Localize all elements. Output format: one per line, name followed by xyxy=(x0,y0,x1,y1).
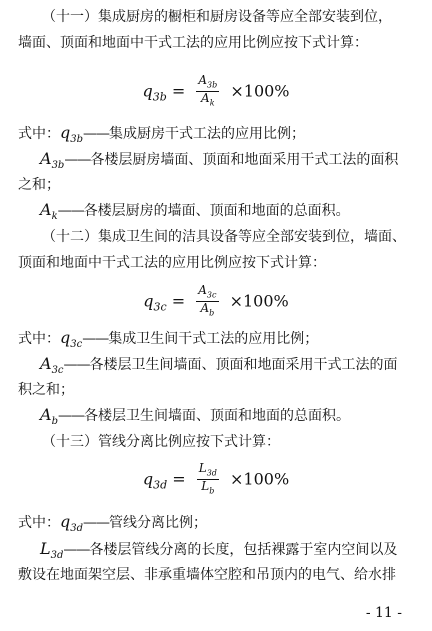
definition-a3c xyxy=(40,355,398,380)
fraction-denominator: L xyxy=(201,479,210,494)
def-symbol: A xyxy=(40,354,52,373)
section-12-heading-line2: 顶面和地面中干式工法的应用比例应按下式计算： xyxy=(18,255,326,271)
fraction-numerator: A xyxy=(198,283,207,297)
fraction-denominator: A xyxy=(200,301,210,316)
def-symbol: q xyxy=(60,328,71,347)
fraction-denominator-sub: b xyxy=(209,308,215,318)
fraction-denominator-sub: b xyxy=(209,486,215,496)
def-symbol: A xyxy=(40,149,52,168)
def-symbol-sub: 3b xyxy=(70,134,84,146)
def-text: 各楼层厨房的墙面、顶面和地面的总面积。 xyxy=(83,203,350,219)
formula-percent: ×100% xyxy=(229,291,289,311)
formula-equals: = xyxy=(171,81,186,101)
def-text: 管线分离比例； xyxy=(109,515,208,531)
formula-lhs: q xyxy=(143,291,154,311)
def-symbol-sub: 3b xyxy=(51,160,65,172)
definition-a3c-continued: 积之和； xyxy=(18,382,74,398)
definition-q3c xyxy=(18,329,318,354)
fraction-numerator: L xyxy=(198,461,207,475)
definition-a3b-continued: 之和； xyxy=(18,177,60,193)
fraction-denominator-sub: k xyxy=(209,98,215,108)
def-text: 集成卫生间干式工法的应用比例； xyxy=(108,331,319,347)
def-dash: —— xyxy=(57,408,84,424)
def-symbol: A xyxy=(40,200,52,219)
def-text: 各楼层管线分离的长度，包括裸露于室内空间以及 xyxy=(89,542,398,558)
def-symbol-sub: b xyxy=(51,416,58,428)
fraction-denominator: A xyxy=(201,91,210,106)
formula-fraction xyxy=(196,74,219,110)
def-dash: —— xyxy=(57,203,84,219)
where-label: 式中： xyxy=(18,515,60,531)
fraction-numerator-sub: 3c xyxy=(206,290,217,300)
fraction-numerator-sub: 3b xyxy=(207,80,218,90)
def-symbol-sub: 3d xyxy=(50,550,64,562)
def-symbol: q xyxy=(60,123,71,142)
where-label: 式中： xyxy=(18,331,60,347)
definition-q3d xyxy=(18,513,207,538)
formula-percent: ×100% xyxy=(230,469,290,489)
def-dash: —— xyxy=(82,331,109,347)
formula-fraction xyxy=(197,462,219,498)
formula-lhs-sub: 3b xyxy=(152,90,167,104)
definition-q3b xyxy=(18,124,305,149)
formula-q3b xyxy=(0,74,432,110)
def-text: 各楼层厨房墙面、顶面和地面采用干式工法的面积 xyxy=(90,152,399,168)
formula-lhs: q xyxy=(142,469,154,489)
def-symbol-sub: 3c xyxy=(70,339,83,351)
definition-a3b xyxy=(40,150,398,175)
formula-lhs-sub: 3d xyxy=(153,478,168,492)
def-symbol: L xyxy=(40,539,51,558)
def-dash: —— xyxy=(83,515,110,531)
def-symbol: q xyxy=(60,512,71,531)
def-dash: —— xyxy=(83,126,110,142)
formula-q3c xyxy=(0,284,432,320)
page-number: - 11 - xyxy=(365,605,402,621)
definition-l3d xyxy=(40,540,397,565)
definition-ak xyxy=(40,201,350,226)
def-dash: —— xyxy=(64,152,91,168)
formula-lhs: q xyxy=(142,81,153,101)
def-dash: —— xyxy=(63,542,90,558)
def-symbol-sub: k xyxy=(51,211,58,223)
section-11-heading-line1: （十一）集成厨房的橱柜和厨房设备等应全部安装到位， xyxy=(42,9,392,25)
where-label: 式中： xyxy=(18,126,60,142)
fraction-numerator: A xyxy=(198,73,208,87)
def-dash: —— xyxy=(63,357,90,373)
section-13-heading: （十三）管线分离比例应按下式计算： xyxy=(42,434,280,450)
definition-ab xyxy=(40,406,350,431)
def-text: 各楼层卫生间墙面、顶面和地面的总面积。 xyxy=(83,408,350,424)
formula-percent: ×100% xyxy=(230,81,290,101)
formula-lhs-sub: 3c xyxy=(153,300,167,314)
formula-equals: = xyxy=(172,469,186,489)
def-text: 集成厨房干式工法的应用比例； xyxy=(109,126,306,142)
formula-q3d xyxy=(0,462,432,498)
formula-fraction xyxy=(196,284,218,320)
formula-equals: = xyxy=(171,291,186,311)
def-symbol-sub: 3d xyxy=(70,523,84,535)
def-symbol: A xyxy=(40,405,52,424)
def-symbol-sub: 3c xyxy=(51,365,64,377)
def-text: 各楼层卫生间墙面、顶面和地面采用干式工法的面 xyxy=(89,357,398,373)
definition-l3d-continued: 敷设在地面架空层、非承重墙体空腔和吊顶内的电气、给水排 xyxy=(18,567,396,583)
fraction-numerator-sub: 3d xyxy=(206,468,217,478)
section-11-heading-line2: 墙面、顶面和地面中干式工法的应用比例应按下式计算： xyxy=(18,35,368,51)
section-12-heading-line1: （十二）集成卫生间的洁具设备等应全部安装到位，墙面、 xyxy=(42,229,406,245)
